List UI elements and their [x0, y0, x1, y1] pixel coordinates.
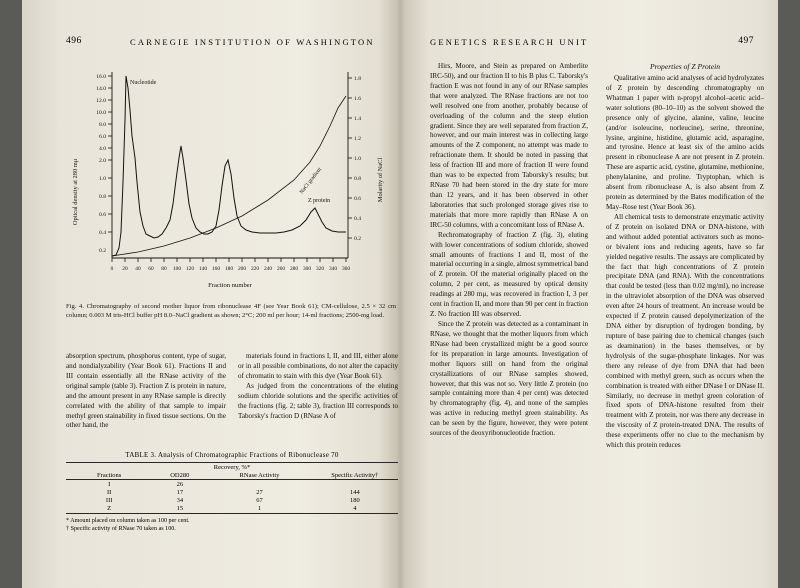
svg-text:0.4: 0.4	[354, 216, 361, 222]
svg-text:8.0: 8.0	[99, 122, 106, 128]
table-cell	[312, 480, 398, 489]
table-cell: 17	[176, 488, 184, 496]
svg-text:1.8: 1.8	[354, 76, 361, 82]
svg-text:1.0: 1.0	[99, 176, 106, 182]
table-cell: I	[66, 480, 152, 489]
section-title: Properties of Z Protein	[649, 62, 721, 71]
svg-text:0: 0	[110, 266, 114, 272]
table-3-header-0: Fractions	[97, 471, 122, 479]
svg-text:340: 340	[328, 266, 338, 272]
y-axis-label-right: Molarity of NaCl	[377, 157, 384, 203]
left-page-folio: 496	[66, 36, 82, 46]
svg-text:1.4: 1.4	[354, 116, 361, 122]
svg-text:120: 120	[185, 266, 195, 272]
svg-text:160: 160	[211, 266, 221, 272]
table-3-header-3: Specific Activity†	[331, 471, 379, 479]
table-row	[66, 504, 398, 512]
table-row	[66, 496, 398, 504]
svg-text:0.2: 0.2	[99, 248, 106, 254]
svg-text:1.6: 1.6	[354, 96, 361, 102]
svg-text:240: 240	[263, 266, 273, 272]
svg-text:10.0: 10.0	[96, 110, 106, 116]
optical-density-trace	[112, 76, 346, 256]
y-axis-label-left: Optical density at 280 mμ	[72, 158, 79, 226]
svg-text:360: 360	[341, 266, 351, 272]
svg-text:1.2: 1.2	[354, 136, 361, 142]
svg-text:80: 80	[161, 266, 167, 272]
table-cell: 1	[257, 504, 262, 512]
table-cell: 27	[256, 488, 263, 496]
svg-text:0.6: 0.6	[354, 196, 361, 202]
svg-text:20: 20	[122, 266, 128, 272]
svg-text:4.0: 4.0	[99, 146, 106, 152]
table-3-footnote-1: * Amount placed on column taken as 100 per cent.	[66, 518, 190, 524]
table-cell: 26	[152, 480, 207, 489]
svg-text:60: 60	[148, 266, 154, 272]
svg-text:14.0: 14.0	[96, 86, 106, 92]
table-cell: 15	[176, 504, 184, 512]
table-cell: Z	[107, 504, 112, 512]
svg-text:12.0: 12.0	[96, 98, 106, 104]
svg-text:220: 220	[250, 266, 260, 272]
right-page-folio: 497	[738, 36, 754, 46]
table-3-group-header: Recovery, %*	[152, 463, 311, 472]
annotation-z-protein: Z protein	[308, 198, 331, 204]
right-column-2-text: Qualitative amino acid analyses of acid hydrolyzates of Z protein by descending chromatography on Whatman 1 paper with n-propyl alcohol–acetic acid–water solutions (80–10–10) as the solvent showed the presence only of glycine, alanine, valine, leucine (and/or isoleucine, norleucine), serine, threonine, lysine, arginine, histidine, glutamic acid, asparagine, and tyrosine. Hence at least six of the amino acids present in ribonuclease A are not present in Z protein. These are aspartic acid, cystine, glutamine, methionine, phenylalanine, and proline. Tryptophan, which is absent from ribonuclease A, is also absent from Z protein as determined by the Bates modification of the May–Rose test (Year Book 36). All chemical tests to demonstrate enzymatic activity of Z protein on isolated DNA or DNA-histone, with and without added potential activators such as mono- or bivalent ions and reducing agents, have so far yielded negative results. The assays are complicated by the fact that high concentrations of Z protein precipitate DNA (and RNA). With the concentrations that could be tested (less than 0.02 mg/ml), no increase in the ultraviolet absorption of the DNA was observed even after 24 hours of treatment. An increase would be expected if Z protein caused depolymerization of the DNA either by disruption of hydrogen bonding, by rupture of base pairing due to chemical changes (such as deamination) in the bases themselves, or by hydrolysis of the sugar-phosphate linkages. Nor was there any release of dye from DNA that had been combined with methyl green, such as occurs when the combination is treated with either DNase I or DNase II. Similarly, no decrease in methyl green coloration of fixed spots of DNA-histone resulted from their treatment with Z protein, nor was there any decrease in the viscosity of Z protein-treated DNA. The results of these experiments offer no clue to the mechanism by which this protein reduces	[606, 74, 764, 450]
svg-text:260: 260	[276, 266, 286, 272]
right-running-head: GENETICS RESEARCH UNIT	[430, 37, 589, 47]
svg-text:2.0: 2.0	[99, 158, 106, 164]
svg-text:6.0: 6.0	[99, 134, 106, 140]
svg-text:0.8: 0.8	[354, 176, 361, 182]
table-cell: 67	[256, 496, 263, 504]
table-3-header-1: OD280	[170, 471, 190, 479]
table-cell: 180	[349, 496, 360, 504]
table-3-footnote-2: † Specific activity of RNase 70 taken as 100.	[66, 526, 176, 533]
right-page	[406, 0, 778, 588]
right-column-2	[606, 62, 764, 451]
svg-text:320: 320	[315, 266, 325, 272]
svg-text:0.6: 0.6	[99, 212, 106, 218]
annotation-nucleotide: Nucleotide	[130, 80, 157, 86]
table-3-header-2: RNase Activity	[239, 471, 280, 479]
svg-text:100: 100	[172, 266, 182, 272]
table-cell: 4	[353, 504, 357, 512]
figure-4-caption: Fig. 4. Chromatography of second mother liquor from ribonuclease 4F (see Year Book 61); CM-cellulose, 2.5 × 32 cm column; 0.003 M tris-HCl buffer pH 8.0–NaCl gradient as shown; 2°C; 200 ml per hour; 14-ml fractions; 2500-mg load.	[66, 303, 396, 320]
table-3	[66, 452, 398, 533]
svg-text:140: 140	[198, 266, 208, 272]
chromatogram-svg	[70, 62, 390, 292]
table-3-grid	[66, 462, 398, 512]
left-page	[22, 0, 400, 588]
x-axis-label: Fraction number	[208, 282, 252, 289]
svg-text:0.8: 0.8	[99, 194, 106, 200]
left-column-1: absorption spectrum, phosphorus content, type of sugar, and nondialyzability (Year Book 61). Fractions II and III contain essentially all the RNase activity of the original sample (table 3). Fraction Z is protein in nature, and the amount present in any RNase sample is directly correlated with the ability of that sample to impair methyl green stainability in fixed tissue sections. On the other hand, the	[66, 352, 226, 430]
svg-text:16.0: 16.0	[96, 74, 106, 80]
table-cell: 144	[349, 488, 360, 496]
left-running-head: CARNEGIE INSTITUTION OF WASHINGTON	[130, 37, 375, 47]
table-cell: III	[105, 496, 113, 504]
table-cell: 34	[176, 496, 184, 504]
table-cell: II	[106, 488, 112, 496]
svg-text:0.2: 0.2	[354, 236, 361, 242]
svg-text:180: 180	[224, 266, 234, 272]
svg-text:200: 200	[237, 266, 247, 272]
svg-text:40: 40	[135, 266, 141, 272]
svg-text:280: 280	[289, 266, 299, 272]
svg-text:1.0: 1.0	[354, 156, 361, 162]
svg-text:0.4: 0.4	[99, 230, 106, 236]
figure-4-chart	[70, 62, 390, 292]
table-row	[66, 488, 398, 496]
svg-text:300: 300	[302, 266, 312, 272]
table-row	[66, 480, 398, 489]
right-column-1: Hirs, Moore, and Stein as prepared on Amberlite IRC-50), and our fraction II to his B plus C. Taborsky's fraction E was not found in any of our RNase samples that were analyzed. The RNase fractions are not too well resolved one from another, probably because of overloading of the column and the steep elution gradient. Since they are well separated from fraction Z, however, and our main interest was in collecting large amounts of the Z component, no attempt was made to refractionate them. It should be noted in passing that less of fraction III and more of fraction II were found than was to be expected from Taborsky's results; but RNase 70 had been stored in the dry state for more than 12 years, and it has been observed in other laboratories that such prolonged storage gives rise to materials that more more rapidly than RNase A on IRC-50 columns, with a concomitant loss of RNase A. Rechromatography of fraction Z (fig. 3), eluting with lower concentrations of sodium chloride, showed small amounts of fractions I and II, most of the material occurring in a single, almost symmetrical band of Z protein. Of the material originally placed on the column, 2 per cent, as measured by optical density readings at 280 mμ, was recovered in fraction I, 3 per cent in fraction II, and more than 90 per cent in fraction Z. No fraction III was observed. Since the Z protein was detected as a contaminant in RNase, we thought that the mother liquors from which RNase had been crystallized might be a good source for its preparation in large amounts. Investigation of mother liquors still on hand from the original crystallizations of our RNase samples showed, however, that this was not so. Very little Z protein (no sample containing more than 4 per cent) was detected by chromatography (fig. 4), and none of the samples was active in reducing methyl green stainability. As can be seen by the figure, however, they were potent sources of the deoxyribonucleotide fraction.	[430, 62, 588, 438]
annotation-nacl-gradient: NaCl gradient	[298, 166, 323, 196]
table-cell	[207, 480, 311, 489]
left-column-2: materials found in fractions I, II, and III, either alone or in all possible combinations, do not alter the capacity of chromatin to stain with this dye (Year Book 61). As judged from the concentrations of the eluting sodium chloride solutions and the specific activities of the fractions (fig. 2; table 3), fraction III corresponds to Taborsky's fraction D (RNase A of	[238, 352, 398, 420]
table-3-title: TABLE 3. Analysis of Chromatographic Fractions of Ribonuclease 70	[125, 452, 339, 459]
